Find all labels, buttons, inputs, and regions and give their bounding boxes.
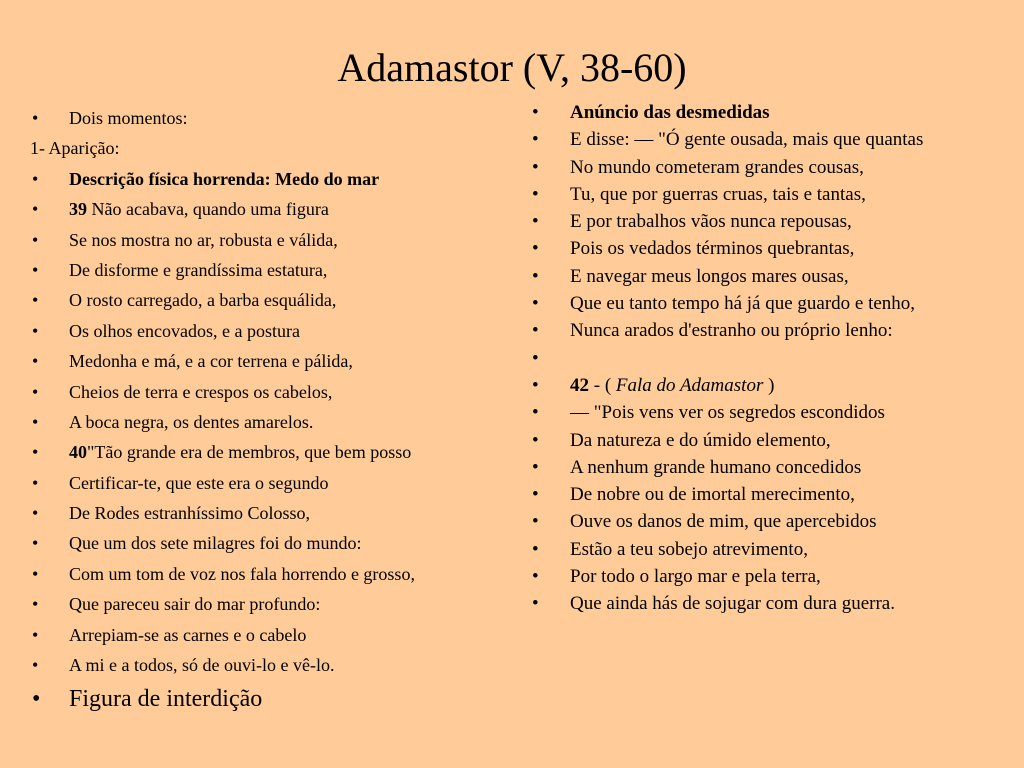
right-list-item: [530, 211, 1000, 233]
bullet-marker: •: [32, 624, 39, 645]
bullet-marker: •: [532, 265, 539, 287]
right-list-item: [530, 129, 1000, 151]
bullet-marker: •: [532, 511, 539, 533]
bullet-marker: •: [32, 351, 39, 372]
right-list-item: [530, 266, 1000, 288]
left-list-item: [30, 685, 500, 713]
line-text: Pois os vedados términos quebrantas,: [570, 238, 855, 260]
bullet-marker: •: [32, 199, 39, 220]
right-list-item: [530, 157, 1000, 179]
line-text: De disforme e grandíssima estatura,: [69, 259, 328, 280]
line-text: Que ainda hás de sojugar com dura guerra.: [570, 593, 895, 615]
line-text: Por todo o largo mar e pela terra,: [570, 566, 821, 588]
right-column: [530, 102, 1000, 621]
line-text: A nenhum grande humano concedidos: [570, 456, 862, 478]
bullet-marker: •: [32, 320, 39, 341]
bullet-marker: •: [32, 259, 39, 280]
bullet-marker: •: [532, 347, 539, 369]
line-text: Que um dos sete milagres foi do mundo:: [69, 533, 362, 554]
bullet-marker: •: [532, 238, 539, 260]
right-list-item: [530, 102, 1000, 124]
bullet-marker: •: [32, 472, 39, 493]
line-text: O rosto carregado, a barba esquálida,: [69, 290, 337, 311]
right-list-item: [530, 566, 1000, 588]
line-text: E navegar meus longos mares ousas,: [570, 265, 849, 287]
bullet-marker: •: [532, 129, 539, 151]
line-text: Descrição física horrenda: Medo do mar: [69, 168, 380, 189]
bullet-marker: •: [532, 538, 539, 560]
bullet-marker: •: [32, 168, 39, 189]
right-list-item: [530, 457, 1000, 479]
line-text: De nobre ou de imortal merecimento,: [570, 484, 855, 506]
line-text: A boca negra, os dentes amarelos.: [69, 411, 314, 432]
right-list-item: [530, 484, 1000, 506]
line-text: Não acabava, quando uma figura: [87, 199, 329, 220]
right-list-item: [530, 348, 1000, 370]
left-column: [30, 108, 500, 723]
left-list-item: [30, 655, 500, 676]
right-list-item: [530, 511, 1000, 533]
line-text: 39: [69, 199, 87, 220]
bullet-marker: •: [32, 503, 39, 524]
bullet-marker: •: [32, 229, 39, 250]
left-list-item: [30, 290, 500, 311]
line-text: Com um tom de voz nos fala horrendo e grosso,: [69, 563, 415, 584]
left-list-item: [30, 503, 500, 524]
bullet-marker: •: [32, 108, 39, 128]
line-text: Figura de interdição: [69, 686, 263, 713]
bullet-marker: •: [532, 456, 539, 478]
bullet-marker: •: [532, 566, 539, 588]
line-text: E por trabalhos vãos nunca repousas,: [570, 211, 852, 233]
line-text: Dois momentos:: [69, 108, 188, 128]
line-text: - (: [589, 374, 616, 396]
line-text: Nunca arados d'estranho ou próprio lenho:: [570, 320, 893, 342]
left-list-item: [30, 138, 500, 159]
line-text: Certificar-te, que este era o segundo: [69, 472, 329, 493]
line-text: Fala do Adamastor: [615, 374, 764, 396]
bullet-marker: •: [532, 102, 539, 123]
bullet-marker: •: [32, 594, 39, 615]
line-text: Os olhos encovados, e a postura: [69, 320, 300, 341]
left-list-item: [30, 412, 500, 433]
line-text: 1- Aparição:: [30, 138, 120, 159]
line-text: A mi e a todos, só de ouvi-lo e vê-lo.: [69, 655, 335, 676]
bullet-marker: •: [532, 293, 539, 315]
bullet-marker: •: [532, 211, 539, 233]
right-list-item: [530, 293, 1000, 315]
slide-title: Adamastor (V, 38-60): [337, 45, 687, 90]
line-text: Que pareceu sair do mar profundo:: [69, 594, 321, 615]
left-list-item: [30, 442, 500, 463]
line-text: Cheios de terra e crespos os cabelos,: [69, 381, 333, 402]
bullet-marker: •: [32, 411, 39, 432]
line-text: 42: [570, 374, 589, 396]
left-list-item: [30, 260, 500, 281]
bullet-marker: •: [32, 563, 39, 584]
bullet-marker: •: [532, 429, 539, 451]
line-text: Medonha e má, e a cor terrena e pálida,: [69, 351, 353, 372]
bullet-marker: •: [32, 442, 39, 463]
line-text: ): [763, 374, 775, 396]
line-text: Da natureza e do úmido elemento,: [570, 429, 831, 451]
left-list-item: [30, 473, 500, 494]
right-list-item: [530, 539, 1000, 561]
line-text: Arrepiam-se as carnes e o cabelo: [69, 624, 307, 645]
bullet-marker: •: [32, 533, 39, 554]
bullet-marker: •: [532, 320, 539, 342]
left-list-item: [30, 382, 500, 403]
line-text: 40: [69, 442, 87, 463]
right-list-item: [530, 593, 1000, 615]
bullet-marker: •: [32, 381, 39, 402]
left-list-item: [30, 108, 500, 129]
line-text: Se nos mostra no ar, robusta e válida,: [69, 229, 338, 250]
bullet-marker: •: [532, 484, 539, 506]
right-list-item: [530, 320, 1000, 342]
left-list-item: [30, 533, 500, 554]
left-list-item: [30, 594, 500, 615]
line-text: Tu, que por guerras cruas, tais e tantas,: [570, 183, 866, 205]
left-list-item: [30, 169, 500, 190]
bullet-marker: •: [32, 655, 39, 676]
bullet-marker: •: [532, 156, 539, 178]
line-text: De Rodes estranhíssimo Colosso,: [69, 503, 310, 524]
left-list-item: [30, 321, 500, 342]
right-list-item: [530, 238, 1000, 260]
bullet-marker: •: [532, 183, 539, 205]
right-list-item: [530, 402, 1000, 424]
bullet-marker: •: [532, 593, 539, 615]
bullet-marker: •: [532, 374, 539, 396]
line-text: "Tão grande era de membros, que bem posso: [87, 442, 412, 463]
left-list-item: [30, 199, 500, 220]
line-text: No mundo cometeram grandes cousas,: [570, 156, 864, 178]
line-text: Anúncio das desmedidas: [570, 102, 770, 123]
right-list-item: [530, 375, 1000, 397]
line-text: — "Pois vens ver os segredos escondidos: [570, 402, 885, 424]
line-text: Ouve os danos de mim, que apercebidos: [570, 511, 877, 533]
left-list-item: [30, 230, 500, 251]
left-list-item: [30, 351, 500, 372]
left-list-item: [30, 564, 500, 585]
left-list-item: [30, 625, 500, 646]
bullet-marker: •: [532, 402, 539, 424]
right-list-item: [530, 430, 1000, 452]
bullet-marker: •: [32, 686, 41, 713]
right-list-item: [530, 184, 1000, 206]
line-text: Estão a teu sobejo atrevimento,: [570, 538, 808, 560]
line-text: Que eu tanto tempo há já que guardo e tenho,: [570, 293, 916, 315]
bullet-marker: •: [32, 290, 39, 311]
line-text: E disse: — "Ó gente ousada, mais que quantas: [570, 129, 924, 151]
